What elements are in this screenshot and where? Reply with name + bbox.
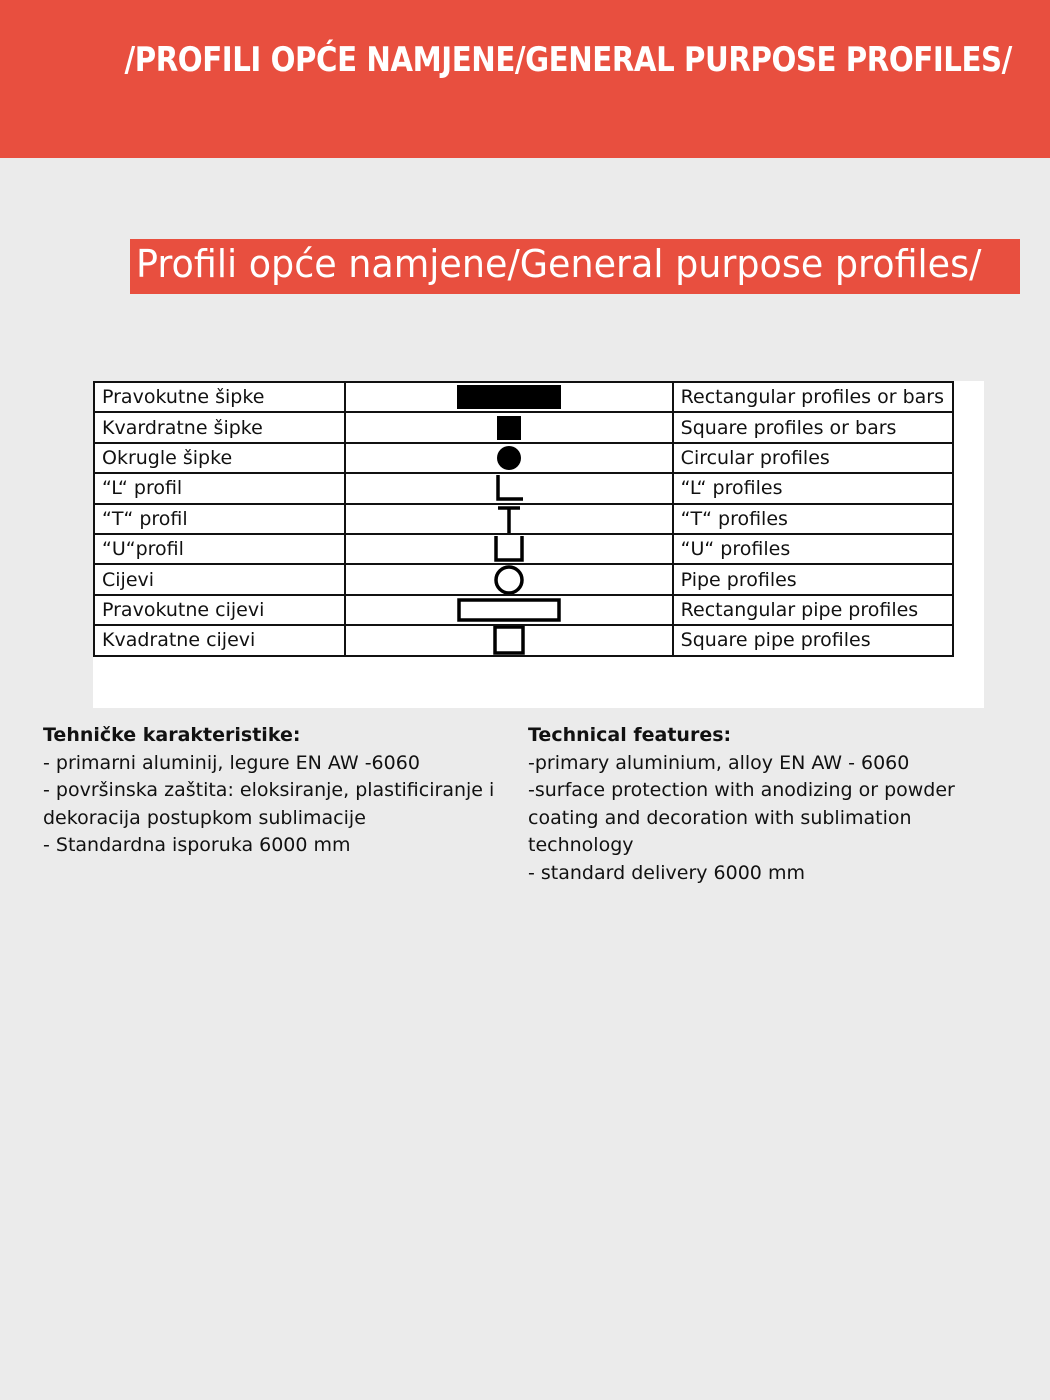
features-heading-en: Technical features: [528,724,732,746]
feature-line: dekoracija postupkom sublimacije [43,806,366,829]
profile-name-hr: Okrugle šipke [94,443,345,473]
table-row [94,443,953,473]
profile-name-en: Square profiles or bars [673,412,953,442]
t-profile-icon [496,505,522,533]
square-bar-icon [496,415,522,441]
shape-cell [345,504,673,534]
section-title: Profili opće namjene/General purpose profiles/ [136,242,982,286]
feature-line: - standard delivery 6000 mm [528,861,805,884]
section-band [130,239,1020,294]
shape-cell [345,534,673,564]
table-row [94,412,953,442]
table-row [94,564,953,594]
profile-name-hr: “U“profil [94,534,345,564]
shape-cell [345,595,673,625]
technical-features-en [528,722,998,887]
top-banner [0,0,1050,158]
table-row [94,504,953,534]
features-heading-hr: Tehničke karakteristike: [43,724,301,746]
feature-line: - Standardna isporuka 6000 mm [43,834,351,856]
table-row [94,534,953,564]
profile-name-en: Rectangular pipe profiles [673,595,953,625]
shape-cell [345,443,673,473]
shape-cell [345,473,673,503]
pipe-icon [493,565,525,595]
profile-name-en: Circular profiles [673,443,953,473]
square-pipe-icon [493,625,525,655]
table-row [94,595,953,625]
table-row [94,473,953,503]
shape-cell [345,382,673,412]
profile-name-en: Rectangular profiles or bars [673,382,953,412]
l-profile-icon [494,474,524,502]
profile-name-en: “L“ profiles [673,473,953,503]
profile-name-hr: Pravokutne cijevi [94,595,345,625]
profiles-table [93,381,954,657]
profile-name-hr: Kvardratne šipke [94,412,345,442]
feature-line: -primary aluminium, alloy EN AW - 6060 [528,751,910,774]
feature-line: - površinska zaštita: eloksiranje, plastificiranje i [43,779,495,801]
profile-name-en: “T“ profiles [673,504,953,534]
u-profile-icon [493,535,525,563]
table-row [94,382,953,412]
profile-name-hr: Kvadratne cijevi [94,625,345,655]
feature-line: coating and decoration with sublimation [528,806,912,829]
profile-name-en: Square pipe profiles [673,625,953,655]
profile-name-hr: “T“ profil [94,504,345,534]
feature-line: -surface protection with anodizing or powder [528,779,955,801]
table-panel [93,381,984,708]
profile-name-en: Pipe profiles [673,564,953,594]
rectangular-pipe-icon [457,598,561,622]
profile-name-hr: Pravokutne šipke [94,382,345,412]
feature-line: technology [528,834,634,856]
page-title: /PROFILI OPĆE NAMJENE/GENERAL PURPOSE PROFILES/ [124,40,1012,80]
technical-features-hr [43,722,503,860]
shape-cell [345,625,673,655]
rectangular-bar-icon [457,384,561,410]
round-bar-icon [496,445,522,471]
table-row [94,625,953,655]
profile-name-hr: Cijevi [94,564,345,594]
profile-name-hr: “L“ profil [94,473,345,503]
profile-name-en: “U“ profiles [673,534,953,564]
shape-cell [345,412,673,442]
feature-line: - primarni aluminij, legure EN AW -6060 [43,751,420,774]
shape-cell [345,564,673,594]
